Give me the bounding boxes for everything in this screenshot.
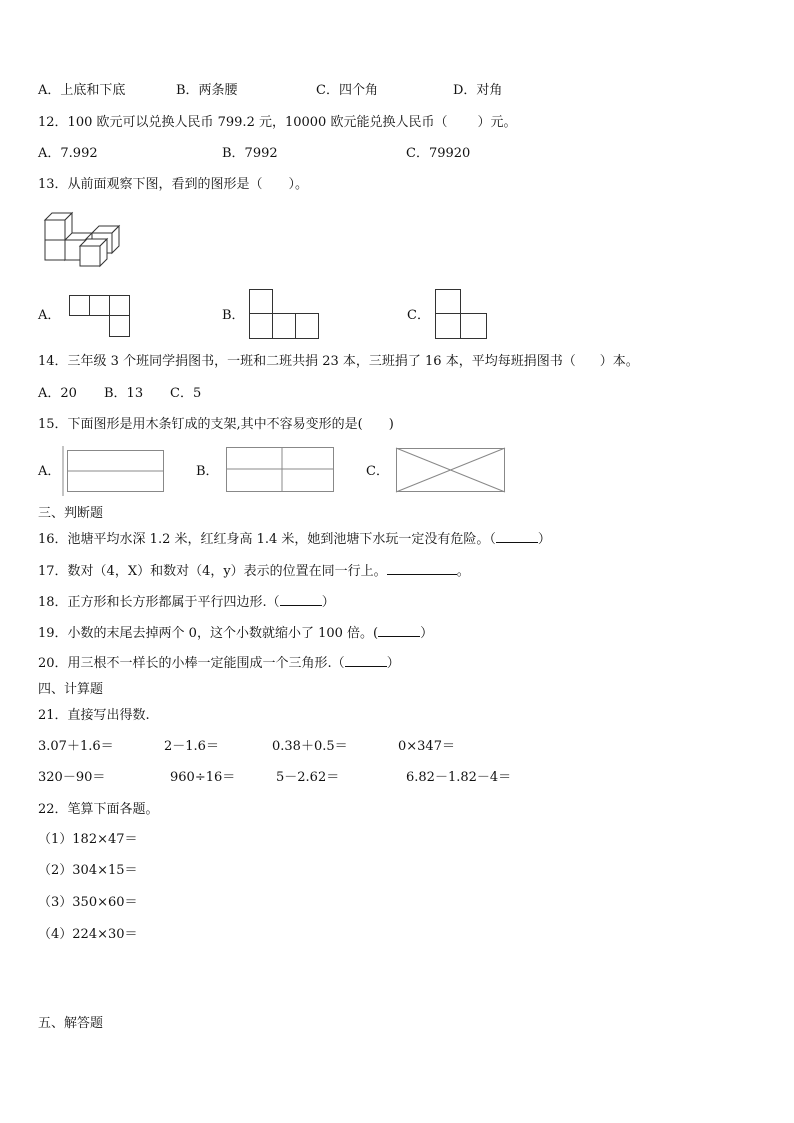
q19-close: ） <box>420 626 434 641</box>
q15-option-a: A． <box>38 464 61 479</box>
q11-option-d: D．对角 <box>453 83 503 98</box>
q11-option-a: A．上底和下底 <box>38 83 126 98</box>
q14-text: 14．三年级 3 个班同学捐图书，一班和二班共捐 23 本，三班捐了 16 本，平均每班捐图书（ <box>38 354 576 369</box>
q13-cube-figure <box>40 208 120 270</box>
q21-item: 5－2.62＝ <box>276 770 340 785</box>
q22-question: 22．笔算下面各题。 <box>38 802 159 817</box>
q13-option-c: C． <box>407 308 430 323</box>
q12-text: 12．100 欧元可以兑换人民币 799.2 元，10000 欧元能兑换人民币（ <box>38 115 448 130</box>
q22-item: （3）350×60＝ <box>38 895 138 910</box>
q21-item: 2－1.6＝ <box>164 739 219 754</box>
q12-text-end: ）元。 <box>477 115 517 130</box>
q16-blank[interactable] <box>496 530 538 543</box>
q14-text-end: ）本。 <box>599 354 639 369</box>
q12-option-c: C．79920 <box>406 146 471 161</box>
q13-option-a-shape <box>69 295 133 339</box>
q13-option-c-shape <box>435 289 491 341</box>
section-4-heading: 四、计算题 <box>38 682 104 697</box>
q18-close: ） <box>321 595 335 610</box>
q15-option-b-frame <box>226 446 336 494</box>
q22-item: （1）182×47＝ <box>38 832 138 847</box>
q18-text: 18．正方形和长方形都属于平行四边形.（ <box>38 595 280 610</box>
q12-question <box>38 114 516 132</box>
q14-option-a: A．20 <box>38 386 77 401</box>
q13-option-b-shape <box>249 289 323 341</box>
q17-blank[interactable] <box>387 562 457 575</box>
section-3-heading: 三、判断题 <box>38 506 104 521</box>
q17-text: 17．数对（4，X）和数对（4，y）表示的位置在同一行上。 <box>38 564 387 579</box>
q21-item: 0.38＋0.5＝ <box>272 739 348 754</box>
q13-option-a: A． <box>38 308 61 323</box>
q19-text: 19．小数的末尾去掉两个 0，这个小数就缩小了 100 倍。( <box>38 626 379 641</box>
q15-option-b: B． <box>196 464 219 479</box>
q13-option-b: B． <box>222 308 245 323</box>
q11-option-c: C．四个角 <box>316 83 378 98</box>
q21-item: 0×347＝ <box>398 739 455 754</box>
q15-option-c: C． <box>366 464 389 479</box>
q21-item: 6.82－1.82－4＝ <box>406 770 512 785</box>
q15-option-a-frame <box>62 446 166 496</box>
section-5-heading: 五、解答题 <box>38 1016 104 1031</box>
q15-question: 15．下面图形是用木条钉成的支架,其中不容易变形的是( ) <box>38 417 394 432</box>
q19-question <box>38 624 433 643</box>
q20-text: 20．用三根不一样长的小棒一定能围成一个三角形.（ <box>38 656 345 671</box>
q21-item: 960÷16＝ <box>170 770 236 785</box>
q12-option-b: B．7992 <box>222 146 278 161</box>
q20-question <box>38 654 400 673</box>
q14-question <box>38 353 639 371</box>
q12-option-a: A．7.992 <box>38 146 98 161</box>
q20-blank[interactable] <box>345 654 387 667</box>
q20-close: ） <box>386 656 400 671</box>
q21-item: 3.07＋1.6＝ <box>38 739 114 754</box>
q14-option-b: B．13 <box>104 386 144 401</box>
q21-item: 320－90＝ <box>38 770 106 785</box>
q16-question <box>38 530 551 549</box>
q19-blank[interactable] <box>378 624 420 637</box>
q16-text: 16．池塘平均水深 1.2 米，红红身高 1.4 米，她到池塘下水玩一定没有危险。（ <box>38 532 496 547</box>
q18-question <box>38 593 335 612</box>
q22-item: （4）224×30＝ <box>38 927 138 942</box>
q13-question: 13．从前面观察下图，看到的图形是（ ）。 <box>38 177 309 192</box>
q22-item: （2）304×15＝ <box>38 863 138 878</box>
q14-option-c: C．5 <box>170 386 202 401</box>
q21-question: 21．直接写出得数. <box>38 708 150 723</box>
q18-blank[interactable] <box>280 593 322 606</box>
q17-question <box>38 562 470 581</box>
q16-close: ） <box>537 532 551 547</box>
q17-close: 。 <box>456 564 470 579</box>
q15-option-c-frame <box>396 448 506 494</box>
q11-option-b: B．两条腰 <box>176 83 238 98</box>
